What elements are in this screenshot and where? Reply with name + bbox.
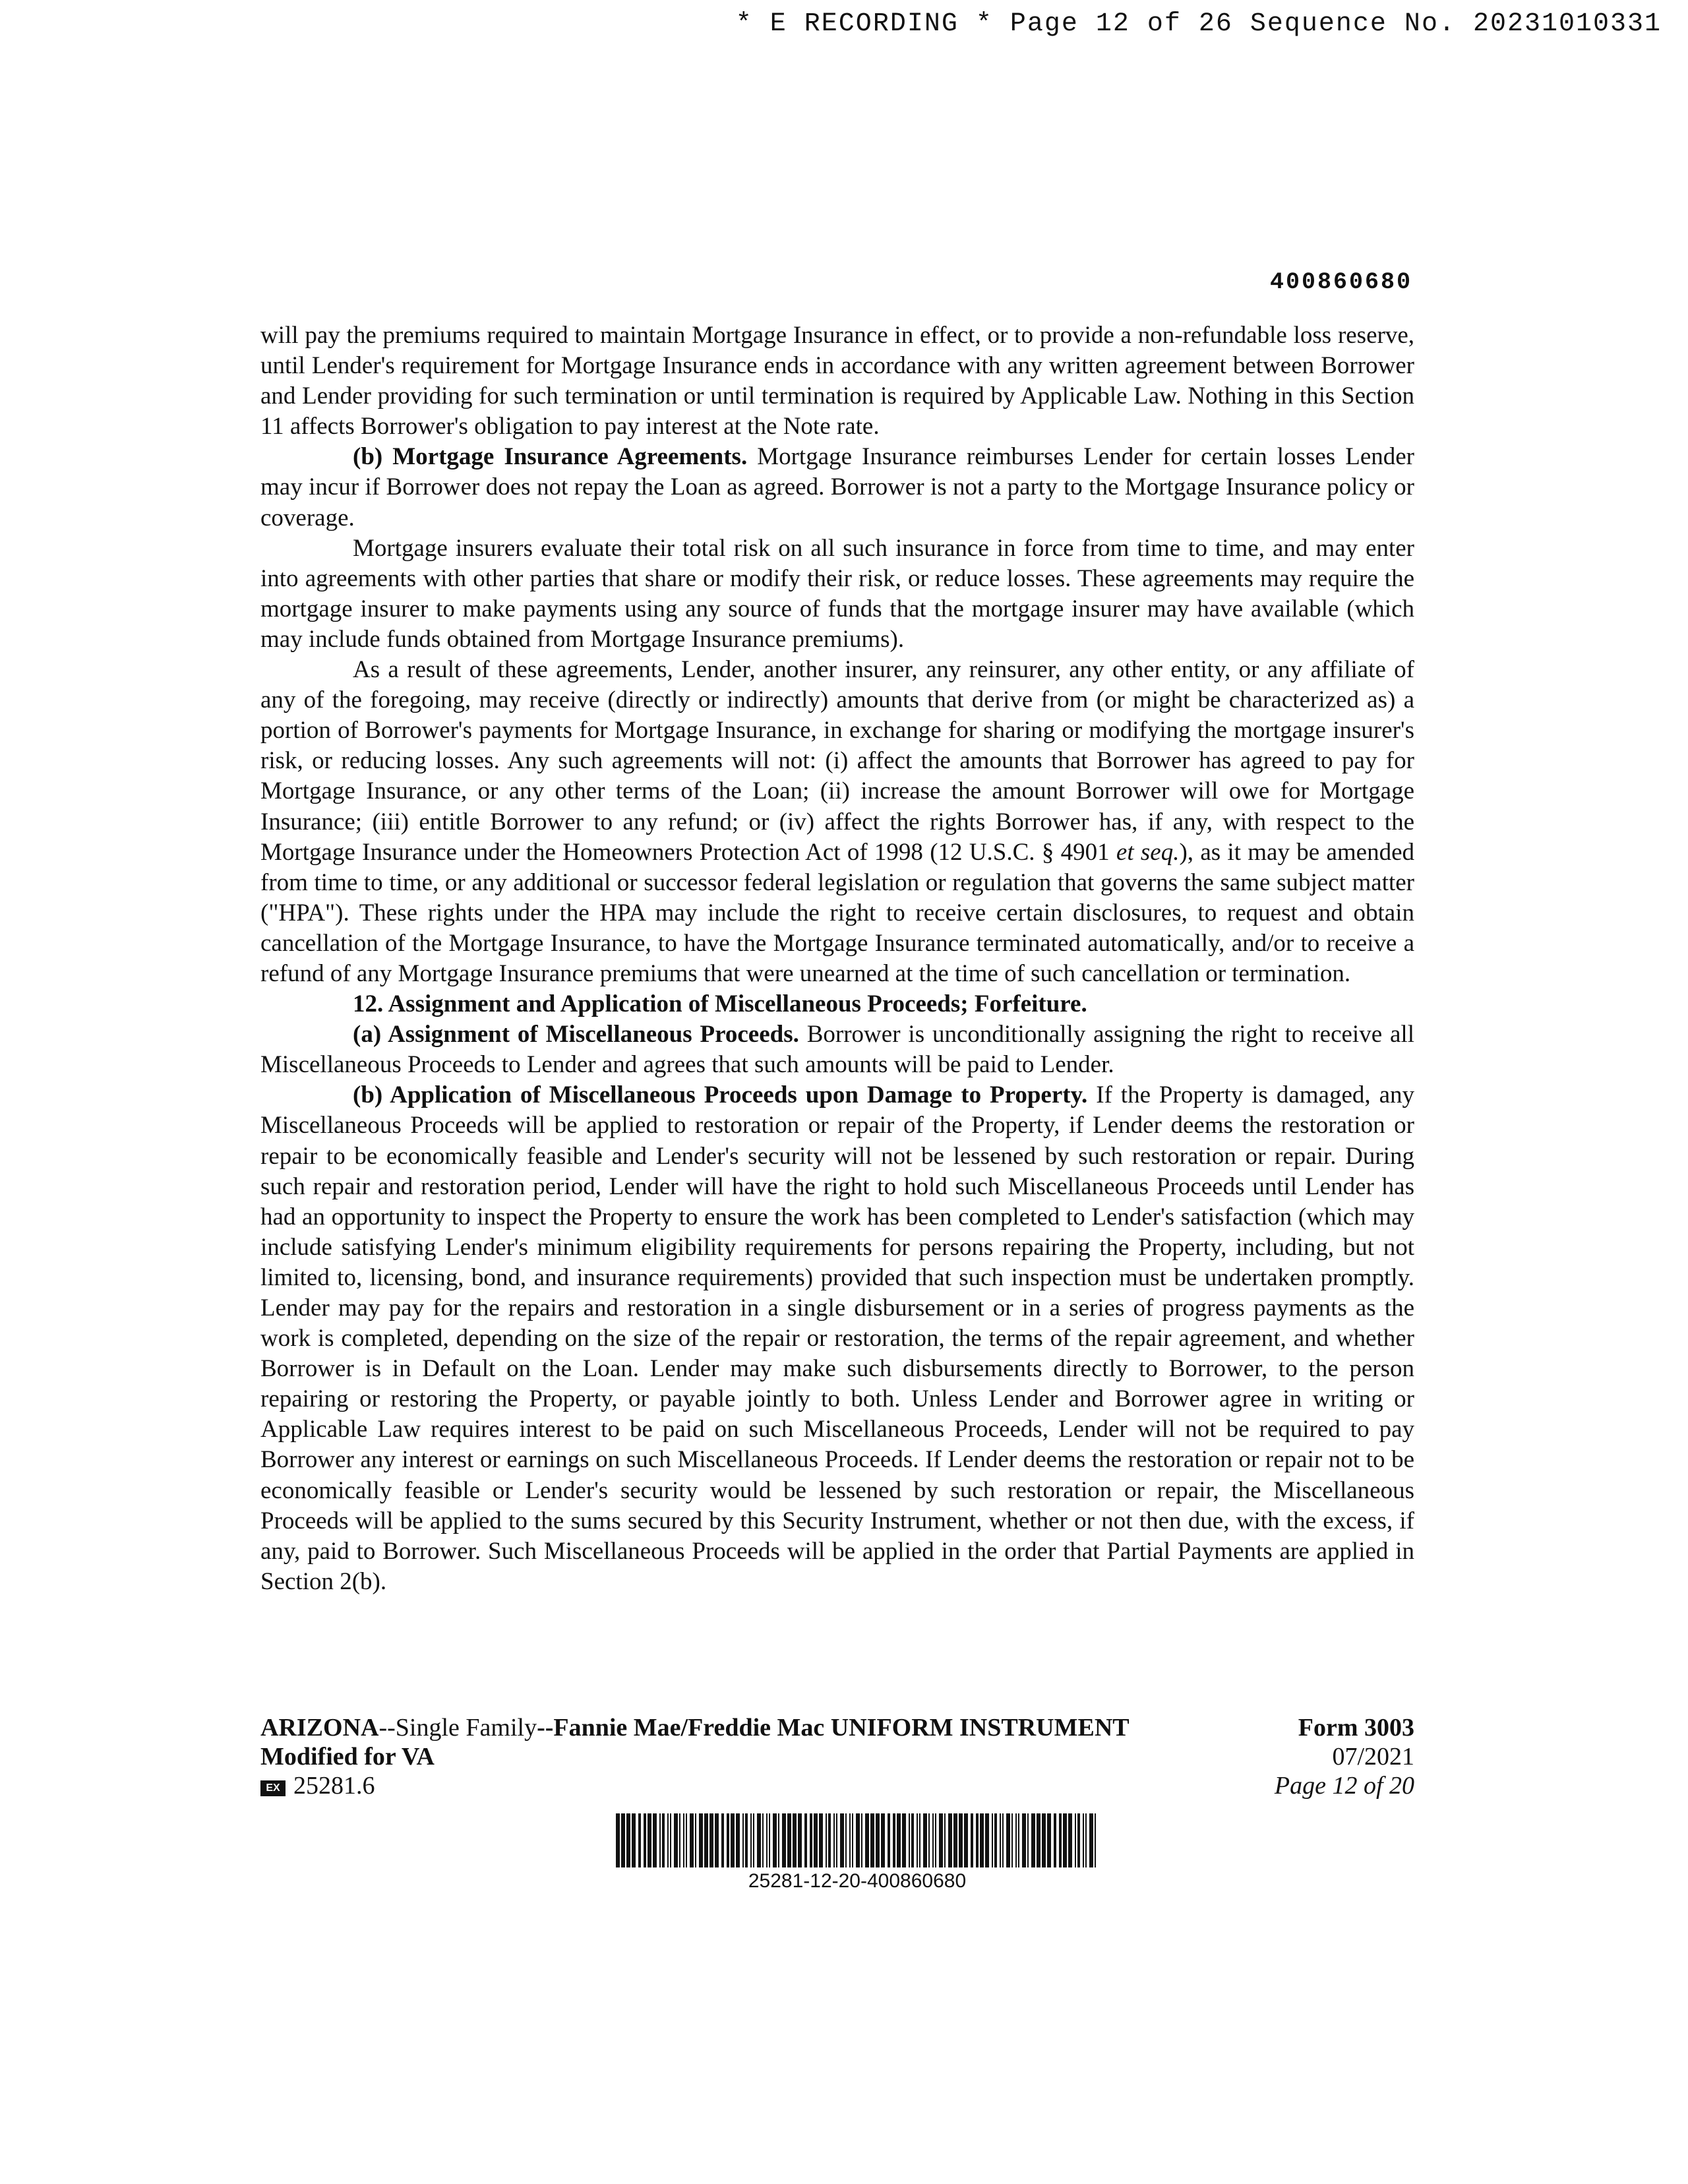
barcode-bar <box>1022 1813 1026 1867</box>
barcode-bar <box>870 1813 874 1867</box>
barcode-bar <box>939 1813 943 1867</box>
barcode-bar <box>1077 1813 1080 1867</box>
barcode-bar <box>814 1813 818 1867</box>
barcode-bar <box>742 1813 744 1867</box>
barcode-bar <box>852 1813 853 1867</box>
barcode-bar <box>709 1813 713 1867</box>
barcode-bar <box>985 1813 989 1867</box>
barcode-bar <box>782 1813 786 1867</box>
ex-logo-icon: EX <box>260 1780 286 1796</box>
barcode-bar <box>699 1813 703 1867</box>
barcode-bar <box>992 1813 993 1867</box>
barcode-bar <box>793 1813 797 1867</box>
barcode-bar <box>971 1813 973 1867</box>
paragraph-assignment <box>260 1019 1414 1080</box>
barcode-bar <box>911 1813 914 1867</box>
barcode-bar <box>1000 1813 1001 1867</box>
barcode-bar <box>948 1813 952 1867</box>
footer-dash: -- <box>537 1714 554 1742</box>
barcode-bar <box>616 1813 620 1867</box>
barcode-bar <box>798 1813 802 1867</box>
barcode-bar <box>721 1813 724 1867</box>
barcode-bar <box>704 1813 708 1867</box>
barcode-bar <box>745 1813 748 1867</box>
paragraph-mortgage-insurers <box>260 533 1414 655</box>
barcode-bar <box>1042 1813 1046 1867</box>
barcode-bar <box>944 1813 946 1867</box>
paragraph-text: Mortgage insurers evaluate their total risk on all such insurance in force from time to time, and may enter into agreements with other parties that share or modify their risk, or reduce losses. These agreements may require the mortgage insurer to make payments using any source of funds that the mortgage insurer may have available (which may include funds obtained from Mortgage Insurance premiums). <box>260 534 1414 653</box>
barcode-bar <box>849 1813 851 1867</box>
barcode-bar <box>662 1813 665 1867</box>
footer-page <box>1190 1771 1414 1800</box>
barcode-bar <box>727 1813 729 1867</box>
barcode-bar <box>1006 1813 1010 1867</box>
barcode-bar <box>683 1813 684 1867</box>
barcode-bar <box>826 1813 827 1867</box>
barcode-bar <box>690 1813 694 1867</box>
footer-doc-code: 25281.6 <box>293 1772 375 1800</box>
barcode-bar <box>888 1813 890 1867</box>
barcode-bar <box>686 1813 687 1867</box>
paragraph-text: If the Property is damaged, any Miscellaneous Proceeds will be applied to restoration or repair of the Property, if Lender deems the restoration or repair to be economically feasible and Lender's security will not be lessened by such restoration or repair. During such repair and restoration period, Lender will have the right to hold such Miscellaneous Proceeds until Lender has had an opportunity to inspect the Property to ensure the work has been completed to Lender's satisfaction (which may include satisfying Lender's minimum eligibility requirements for persons repairing the Property, including, but not limited to, licensing, bond, and insurance requirements) provided that such inspection must be undertaken promptly. Lender may pay for the repairs and restoration in a single disbursement or in a series of progress payments as the work is completed, depending on the size of the repair or restoration, the terms of the repair agreement, and whether Borrower is in Default on the Loan. Lender may make such disbursements directly to Borrower, to the person repairing or restoring the Property, or payable jointly to both. Unless Lender and Borrower agree in writing or Applicable Law requires interest to be paid on such Miscellaneous Proceeds, Lender will not be required to pay Borrower any interest or earnings on such Miscellaneous Proceeds. If Lender deems the restoration or repair not to be economically feasible or Lender's security would be lessened by such restoration or repair, the Miscellaneous Proceeds will be applied to the sums secured by this Security Instrument, whether or not then due, with the excess, if any, paid to Borrower. Such Miscellaneous Proceeds will be applied in the order that Partial Payments are applied in Section 2(b). <box>260 1081 1414 1595</box>
footer-form-label: Form 3003 <box>1298 1714 1414 1742</box>
barcode-bar <box>1047 1813 1051 1867</box>
barcode-bar <box>1085 1813 1087 1867</box>
barcode-bar <box>861 1813 862 1867</box>
barcode-bar <box>626 1813 630 1867</box>
footer-line-3 <box>260 1771 1184 1800</box>
loan-number: 400860680 <box>1269 269 1412 295</box>
barcode-bar <box>953 1813 957 1867</box>
barcode-bar <box>1059 1813 1062 1867</box>
footer-page-label: Page 12 of 20 <box>1274 1772 1414 1800</box>
barcode-bar <box>935 1813 936 1867</box>
footer-state: ARIZONA <box>260 1714 379 1742</box>
barcode-bar <box>731 1813 735 1867</box>
barcode-bar <box>769 1813 770 1867</box>
barcode-bar <box>994 1813 997 1867</box>
barcode-bar <box>766 1813 768 1867</box>
barcode-bar <box>695 1813 696 1867</box>
footer-line-1 <box>260 1713 1184 1742</box>
paragraph-application-damage <box>260 1080 1414 1597</box>
barcode-bar <box>976 1813 979 1867</box>
barcode-bar <box>909 1813 910 1867</box>
barcode-bar <box>804 1813 807 1867</box>
barcode-bar <box>644 1813 646 1867</box>
barcode-bar <box>736 1813 740 1867</box>
barcode-bar <box>653 1813 657 1867</box>
document-body <box>260 320 1414 1597</box>
barcode-bar <box>638 1813 641 1867</box>
barcode-bar <box>667 1813 669 1867</box>
barcode-bar <box>932 1813 934 1867</box>
barcode-bar <box>856 1813 860 1867</box>
section-heading: (a) Assignment of Miscellaneous Proceeds. <box>353 1021 799 1048</box>
paragraph-text: ), as it may be amended from time to time, or any additional or successor federal legislation or regulation that governs the same subject matter ("HPA"). These rights under the HPA may include the right to receive certain disclosures, to request and obtain cancellation of the Mortgage Insurance, to have the Mortgage Insurance terminated automatically, and/or to receive a refund of any Mortgage Insurance premiums that were unearned at the time of such cancellation or termination. <box>260 838 1415 987</box>
barcode-bar <box>778 1813 779 1867</box>
barcode-bar <box>1015 1813 1017 1867</box>
barcode-bar <box>919 1813 920 1867</box>
barcode-bar <box>648 1813 651 1867</box>
barcode-bar <box>621 1813 625 1867</box>
barcode-bar <box>828 1813 831 1867</box>
paragraph-mi-agreements <box>260 442 1414 533</box>
barcode-bar <box>917 1813 918 1867</box>
barcode-bar <box>964 1813 968 1867</box>
barcode <box>613 1813 1101 1893</box>
barcode-bar <box>659 1813 661 1867</box>
footer-dash: -- <box>378 1714 396 1742</box>
barcode-bar <box>893 1813 895 1867</box>
barcode-bar <box>959 1813 963 1867</box>
section-heading: 12. Assignment and Application of Miscellaneous Proceeds; Forfeiture. <box>353 990 1087 1018</box>
barcode-bar <box>750 1813 752 1867</box>
barcode-bar <box>845 1813 847 1867</box>
footer-date: 07/2021 <box>1332 1743 1414 1771</box>
section-heading: (b) Mortgage Insurance Agreements. <box>353 443 748 471</box>
barcode-bar <box>1018 1813 1019 1867</box>
barcode-bar <box>674 1813 678 1867</box>
barcode-bar <box>840 1813 844 1867</box>
barcode-bar <box>1068 1813 1072 1867</box>
paragraph-text: As a result of these agreements, Lender, another insurer, any reinsurer, any other entity, or any affiliate of any of the foregoing, may receive (directly or indirectly) amounts that derive from (or might be characterized as) a portion of Borrower's payments for Mortgage Insurance, in exchange for sharing or modifying the mortgage insurer's risk, or reducing losses. Any such agreements will not: (i) affect the amounts that Borrower has agreed to pay for Mortgage Insurance, or any other terms of the Loan; (ii) increase the amount Borrower will owe for Mortgage Insurance; (iii) entitle Borrower to any refund; or (iv) affect the rights Borrower has, if any, with respect to the Mortgage Insurance under the Homeowners Protection Act of 1998 (12 U.S.C. § 4901 <box>260 656 1414 866</box>
footer-family: Single Family <box>395 1714 537 1742</box>
barcode-graphic <box>613 1813 1101 1867</box>
paragraph-text: Mortgage Insurance reimburses Lender for certain losses Lender may incur if Borrower does not repay the Loan as agreed. Borrower is not a party to the Mortgage Insurance policy or coverage. <box>260 443 1414 531</box>
barcode-bar <box>1063 1813 1067 1867</box>
barcode-bar <box>1095 1813 1096 1867</box>
barcode-bar <box>1037 1813 1040 1867</box>
footer-form <box>1190 1713 1414 1742</box>
barcode-bar <box>833 1813 835 1867</box>
barcode-bar <box>773 1813 777 1867</box>
footer-modified: Modified for VA <box>260 1743 435 1771</box>
barcode-bar <box>762 1813 764 1867</box>
barcode-bar <box>928 1813 930 1867</box>
barcode-bar <box>1075 1813 1076 1867</box>
barcode-bar <box>923 1813 927 1867</box>
barcode-bar <box>679 1813 680 1867</box>
barcode-bar <box>810 1813 812 1867</box>
footer-left <box>260 1713 1184 1800</box>
section-12-heading-paragraph <box>260 989 1414 1019</box>
barcode-bar <box>865 1813 869 1867</box>
barcode-bar <box>902 1813 906 1867</box>
footer-instrument: Fannie Mae/Freddie Mac UNIFORM INSTRUMENT <box>553 1714 1130 1742</box>
paragraph-italic: et seq. <box>1116 838 1180 866</box>
barcode-bar <box>876 1813 880 1867</box>
barcode-bar <box>757 1813 761 1867</box>
barcode-bar <box>670 1813 671 1867</box>
barcode-bar <box>980 1813 984 1867</box>
barcode-bar <box>715 1813 719 1867</box>
paragraph-continuation <box>260 320 1414 442</box>
barcode-bar <box>753 1813 754 1867</box>
barcode-bar <box>1031 1813 1035 1867</box>
barcode-bar <box>1054 1813 1056 1867</box>
barcode-number: 25281-12-20-400860680 <box>748 1870 967 1892</box>
barcode-bar <box>836 1813 837 1867</box>
barcode-bar <box>632 1813 636 1867</box>
barcode-bar <box>1083 1813 1084 1867</box>
barcode-bar <box>787 1813 791 1867</box>
barcode-bar <box>819 1813 823 1867</box>
paragraph-text: will pay the premiums required to maintain Mortgage Insurance in effect, or to provide a non-refundable loss reserve, until Lender's requirement for Mortgage Insurance ends in accordance with any written agreement between Borrower and Lender providing for such termination or until termination is required by Applicable Law. Nothing in this Section 11 affects Borrower's obligation to pay interest at the Note rate. <box>260 322 1414 440</box>
barcode-bar <box>897 1813 901 1867</box>
barcode-bar <box>1011 1813 1013 1867</box>
barcode-bar <box>881 1813 885 1867</box>
barcode-bar <box>1002 1813 1004 1867</box>
paragraph-result-of-agreements <box>260 655 1414 989</box>
paragraph-text: Borrower is unconditionally assigning the right to receive all Miscellaneous Proceeds to Lender and agrees that such amounts will be paid to Lender. <box>260 1021 1414 1079</box>
footer-line-2 <box>260 1742 1184 1771</box>
barcode-bar <box>1089 1813 1093 1867</box>
footer-right <box>1190 1713 1414 1800</box>
recording-header: * E RECORDING * Page 12 of 26 Sequence No. 20231010331 <box>735 9 1662 39</box>
barcode-bar <box>1027 1813 1029 1867</box>
section-heading: (b) Application of Miscellaneous Proceeds upon Damage to Property. <box>353 1081 1088 1109</box>
